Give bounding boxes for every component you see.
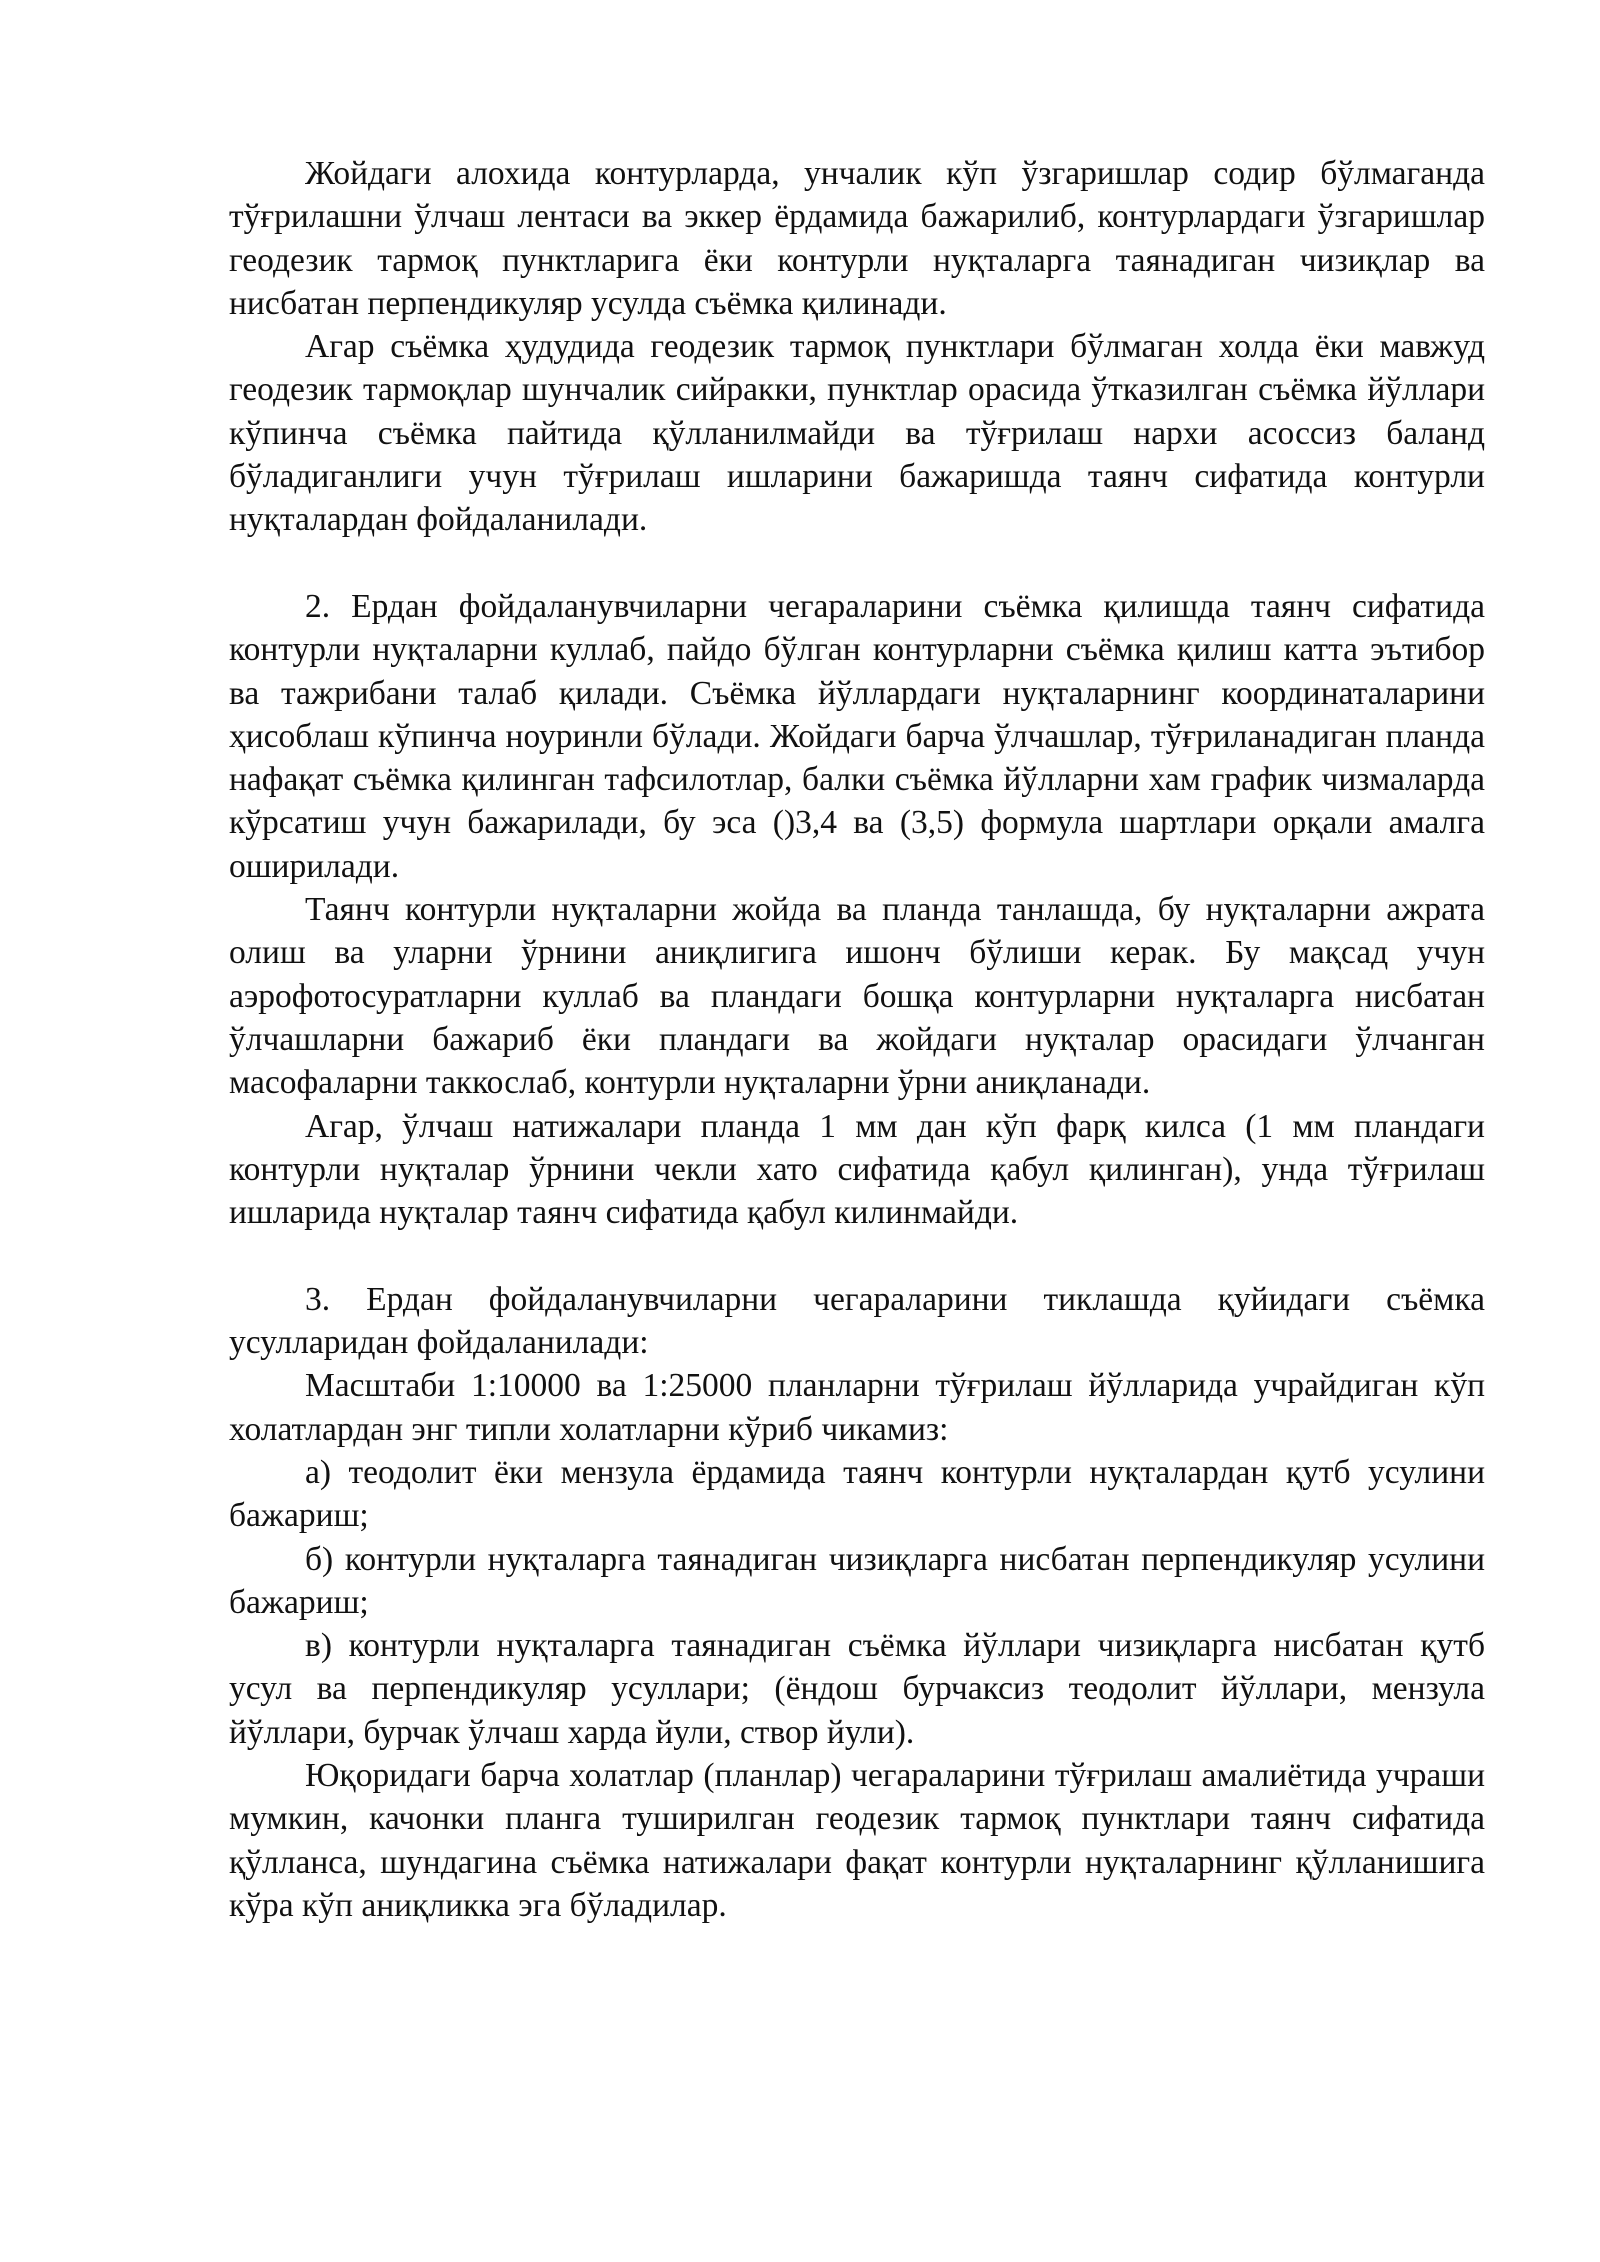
list-item-v: в) контурли нуқталарга таянадиган съёмка йўллари чизиқларга нисбатан қутб усул ва перпендикуляр усуллари; (ёндош бурчаксиз теодолит йўллари, мензула йўллари, бурчак ўлчаш харда йули, створ йули).	[229, 1627, 1485, 1751]
paragraph-5: Агар, ўлчаш натижалари планда 1 мм дан кўп фарқ килса (1 мм пландаги контурли нуқталар ўрнини чекли хато сифатида қабул қилинган), унда тўғрилаш ишларида нуқталар таянч сифатида қабул килинмайди.	[229, 1107, 1485, 1232]
paragraph-3: 2. Ердан фойдаланувчиларни чегараларини съёмка қилишда таянч сифатида контурли нуқталарни куллаб, пайдо бўлган контурларни съёмка қилиш катта эътибор ва тажрибани талаб қилади. Съёмка йўллардаги нуқталарнинг координаталарини ҳисоблаш кўпинча ноуринли бўлади. Жойдаги барча ўлчашлар, тўғриланадиган планда нафақат съёмка қилинган тафсилотлар, балки съёмка йўлларни хам график чизмаларда кўрсатиш учун бажарилади, бу эса ()3,4 ва (3,5) формула шартлари орқали амалга оширилади.	[229, 587, 1485, 885]
document-page	[229, 152, 1485, 1927]
paragraph-8: Юқоридаги барча холатлар (планлар) чегараларини тўғрилаш амалиётида учраши мумкин, качонки планга туширилган геодезик тармоқ пунктлари таянч сифатида қўлланса, шундагина съёмка натижалари фақат контурли нуқталарнинг қўлланишига кўра кўп аниқликка эга бўладилар.	[229, 1756, 1485, 1924]
paragraph-spacer	[229, 542, 1485, 585]
paragraph-6: 3. Ердан фойдаланувчиларни чегараларини тиклашда қуйидаги съёмка усулларидан фойдаланилади:	[229, 1280, 1485, 1362]
list-item-b: б) контурли нуқталарга таянадиган чизиқларга нисбатан перпендикуляр усулини бажариш;	[229, 1540, 1485, 1621]
list-item-a: а) теодолит ёки мензула ёрдамида таянч контурли нуқталардан қутб усулини бажариш;	[229, 1453, 1485, 1535]
paragraph-2: Агар съёмка ҳудудида геодезик тармоқ пунктлари бўлмаган холда ёки мавжуд геодезик тармоқлар шунчалик сийракки, пунктлар орасида ўтказилган съёмка йўллари кўпинча съёмка пайтида қўлланилмайди ва тўғрилаш нархи асоссиз баланд бўладиганлиги учун тўғрилаш ишларини бажаришда таянч сифатида контурли нуқталардан фойдаланилади.	[229, 328, 1485, 539]
paragraph-4: Таянч контурли нуқталарни жойда ва планда танлашда, бу нуқталарни ажрата олиш ва уларни ўрнини аниқлигига ишонч бўлиши керак. Бу мақсад учун аэрофотосуратларни куллаб ва пландаги бошқа контурларни нуқталарга нисбатан ўлчашларни бажариб ёки пландаги ва жойдаги нуқталар орасидаги ўлчанган масофаларни таккослаб, контурли нуқталарни ўрни аниқланади.	[229, 891, 1485, 1102]
paragraph-7: Масштаби 1:10000 ва 1:25000 планларни тўғрилаш йўлларида учрайдиган кўп холатлардан энг типли холатларни кўриб чикамиз:	[229, 1367, 1485, 1448]
paragraph-spacer	[229, 1234, 1485, 1277]
paragraph-1: Жойдаги алохида контурларда, унчалик кўп ўзгаришлар содир бўлмаганда тўғрилашни ўлчаш лентаси ва эккер ёрдамида бажарилиб, контурлардаги ўзгаришлар геодезик тармоқ пунктларига ёки контурли нуқталарга таянадиган чизиқлар ва нисбатан перпендикуляр усулда съёмка қилинади.	[229, 155, 1485, 322]
